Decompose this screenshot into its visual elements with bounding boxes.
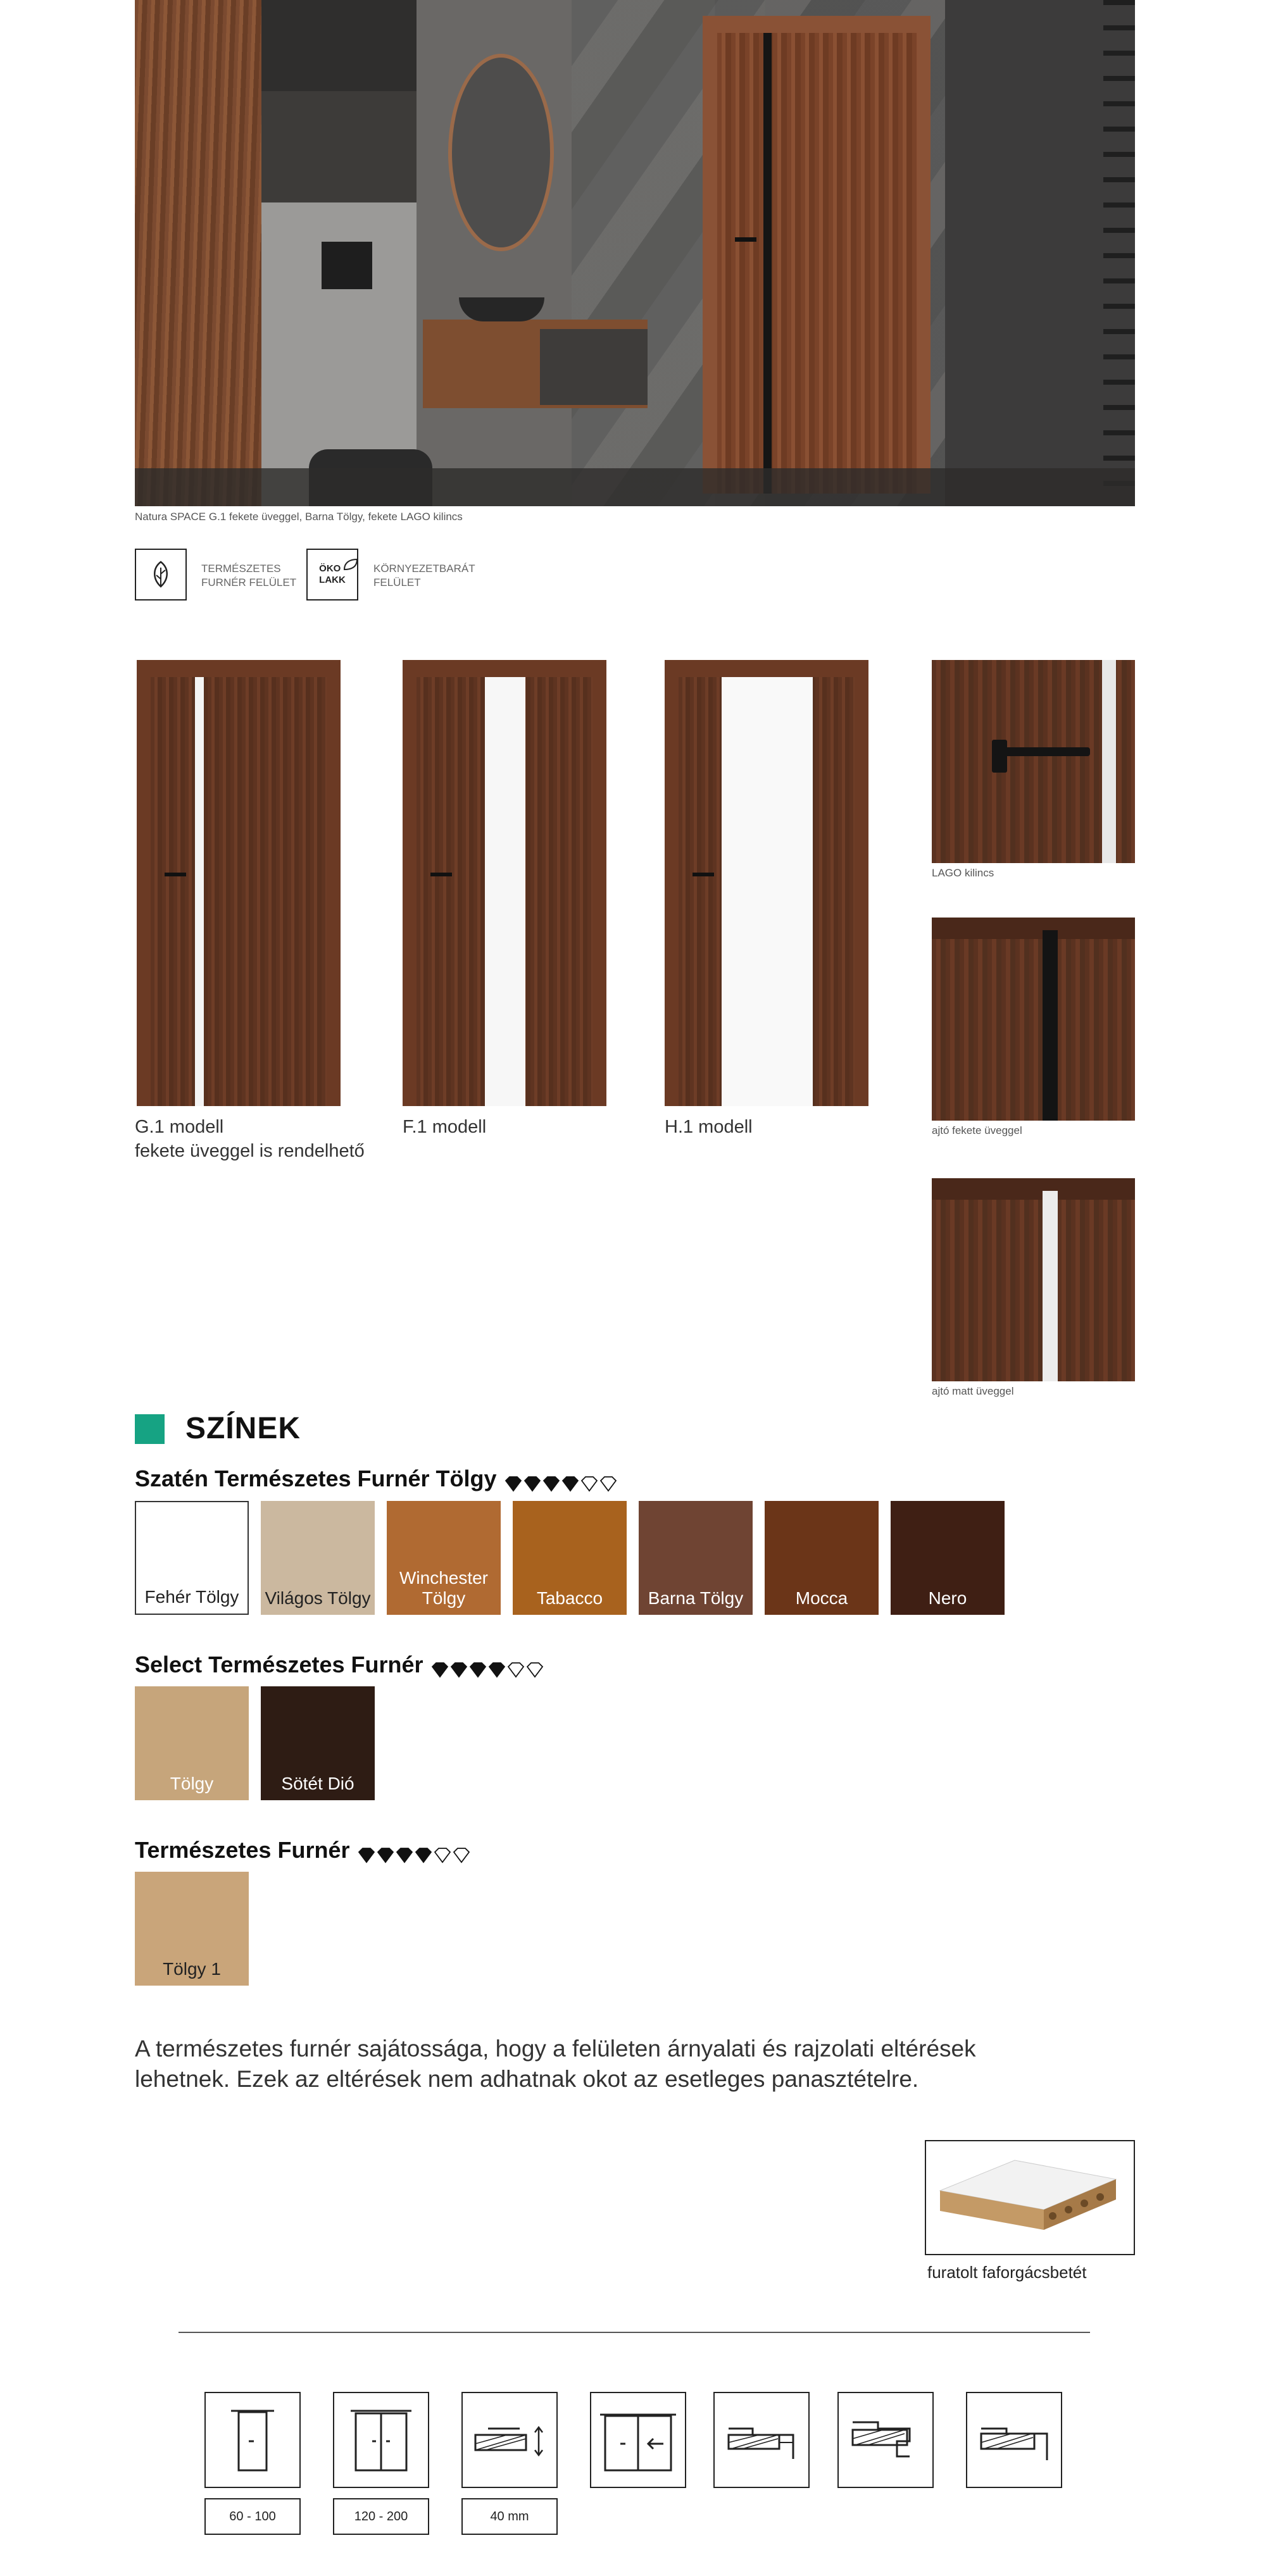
swatch-label: Tölgy 1 (163, 1959, 221, 1979)
model-label-g1: G.1 modell fekete üveggel is rendelhető (135, 1117, 365, 1161)
gem-filled-icon (415, 1847, 432, 1864)
color-group-2-swatches (135, 1686, 375, 1800)
model-label-h1: H.1 modell (665, 1117, 753, 1137)
swatch-label: Nero (928, 1588, 967, 1608)
gem-empty-icon (453, 1847, 470, 1864)
gem-filled-icon (542, 1476, 560, 1492)
rating-icon (505, 1476, 617, 1492)
rebate-profile-3-icon (966, 2392, 1062, 2488)
hero-image (135, 0, 1135, 506)
gem-filled-icon (523, 1476, 541, 1492)
gem-filled-icon (505, 1476, 522, 1492)
swatch-label: Világos Tölgy (265, 1588, 371, 1608)
single-door-icon (204, 2392, 301, 2488)
detail-black-glass (932, 918, 1135, 1121)
color-swatch (135, 1686, 249, 1800)
double-door-size: 120 - 200 (333, 2498, 429, 2535)
feature-label-eco: KÖRNYEZETBARÁT FELÜLET (373, 563, 475, 588)
gem-filled-icon (431, 1662, 449, 1678)
hero-caption: Natura SPACE G.1 fekete üveggel, Barna Tölgy, fekete LAGO kilincs (135, 511, 463, 523)
color-group-1-header (135, 1465, 617, 1492)
gem-empty-icon (580, 1476, 598, 1492)
door-model-g1 (137, 660, 341, 1106)
gem-filled-icon (358, 1847, 375, 1864)
core-caption: furatolt faforgácsbetét (927, 2263, 1087, 2282)
gem-filled-icon (396, 1847, 413, 1864)
color-swatch (387, 1501, 501, 1615)
door-model-f1 (403, 660, 606, 1106)
gem-filled-icon (469, 1662, 487, 1678)
section-marker (135, 1414, 165, 1444)
round-mirror (448, 54, 554, 251)
color-swatch (261, 1501, 375, 1615)
thickness-icon (461, 2392, 558, 2488)
color-group-3-header (135, 1837, 470, 1864)
swatch-label: Fehér Tölgy (144, 1587, 239, 1607)
rebate-profile-1-icon (713, 2392, 810, 2488)
core-image (925, 2140, 1135, 2255)
rating-icon (358, 1847, 470, 1864)
gem-empty-icon (434, 1847, 451, 1864)
color-group-2-header (135, 1652, 544, 1678)
gem-empty-icon (599, 1476, 617, 1492)
rating-icon (431, 1662, 544, 1678)
oko-lakk-icon: ÖKO LAKK (306, 549, 358, 600)
door-model-h1 (665, 660, 868, 1106)
model-label-f1: F.1 modell (403, 1117, 487, 1137)
leaf-icon (135, 549, 187, 600)
color-swatch (891, 1501, 1005, 1615)
gem-filled-icon (450, 1662, 468, 1678)
swatch-label: Winchester Tölgy (399, 1568, 489, 1608)
color-swatch (135, 1872, 249, 1986)
gem-empty-icon (507, 1662, 525, 1678)
color-group-2-title: Select Természetes Furnér (135, 1652, 423, 1677)
divider (179, 2332, 1090, 2333)
gem-filled-icon (561, 1476, 579, 1492)
color-swatch (135, 1501, 249, 1615)
detail-caption-handle: LAGO kilincs (932, 867, 994, 879)
swatch-label: Tabacco (536, 1588, 603, 1608)
swatch-label: Mocca (795, 1588, 848, 1608)
color-swatch (513, 1501, 627, 1615)
gem-filled-icon (377, 1847, 394, 1864)
colors-section-title: SZÍNEK (185, 1412, 301, 1445)
color-group-1-swatches (135, 1501, 1005, 1615)
feature-label-natural: TERMÉSZETES FURNÉR FELÜLET (201, 563, 297, 588)
gem-empty-icon (526, 1662, 544, 1678)
sliding-door-icon (590, 2392, 686, 2488)
color-group-3-title: Természetes Furnér (135, 1837, 350, 1863)
detail-caption-black-glass: ajtó fekete üveggel (932, 1124, 1022, 1136)
thickness-size: 40 mm (461, 2498, 558, 2535)
color-swatch (639, 1501, 753, 1615)
single-door-size: 60 - 100 (204, 2498, 301, 2535)
detail-lago-handle (932, 660, 1135, 863)
detail-matte-glass (932, 1178, 1135, 1381)
detail-caption-matte-glass: ajtó matt üveggel (932, 1385, 1014, 1397)
swatch-label: Tölgy (170, 1774, 214, 1793)
veneer-note: A természetes furnér sajátossága, hogy a felületen árnyalati és rajzolati eltérések lehetnek. Ezek az eltérések nem adhatnak okot az esetleges panasztételre. (135, 2036, 976, 2092)
color-group-3-swatches (135, 1872, 249, 1986)
rebate-profile-2-icon (837, 2392, 934, 2488)
color-swatch (765, 1501, 879, 1615)
hero-door (717, 33, 917, 494)
swatch-label: Barna Tölgy (648, 1588, 744, 1608)
swatch-label: Sötét Dió (281, 1774, 354, 1793)
gem-filled-icon (488, 1662, 506, 1678)
color-group-1-title: Szatén Természetes Furnér Tölgy (135, 1465, 497, 1491)
double-door-icon (333, 2392, 429, 2488)
color-swatch (261, 1686, 375, 1800)
